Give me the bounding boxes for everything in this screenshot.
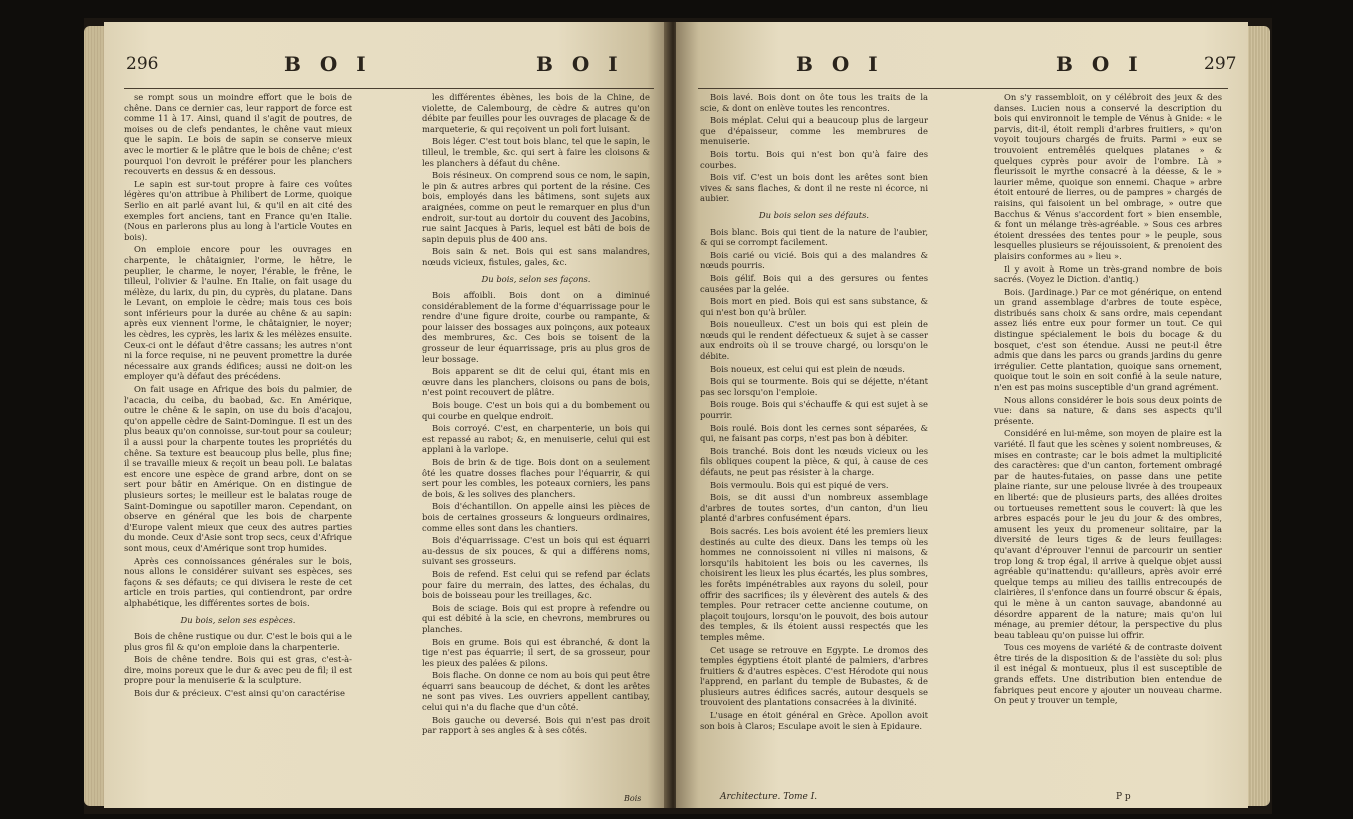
paragraph: les différentes ébènes, les bois de la Chine, de violette, de Calembourg, de cèdre & autres qu'on débite par feuilles pour les ouvrages de placage & de marqueterie, & qui reçoivent un poli fort luisant. bbox=[422, 92, 650, 134]
paragraph: Bois flache. On donne ce nom au bois qui peut être équarri sans beaucoup de déchet, & dont les arêtes ne sont pas vives. Les ouvriers appellent cantibay, celui qui n'a du flache que d'un côté. bbox=[422, 670, 650, 713]
paragraph: Bois tranché. Bois dont les nœuds vicieux ou les fils obliques coupent la pièce, & qui, à cause de ces défauts, ne peut pas résister à la charge. bbox=[700, 445, 928, 477]
paragraph: Bois léger. C'est tout bois blanc, tel que le sapin, le tilleul, le tremble, &c. qui sert à faire les cloisons & les planchers à défaut du chêne. bbox=[422, 136, 650, 168]
paragraph: Bois méplat. Celui qui a beaucoup plus de largeur que d'épaisseur, comme les membrures de menuiserie. bbox=[700, 115, 928, 147]
running-head: B O I bbox=[1056, 52, 1144, 76]
paragraph: Bois blanc. Bois qui tient de la nature de l'aubier, & qui se corrompt facilement. bbox=[700, 226, 928, 248]
running-head: B O I bbox=[284, 52, 372, 76]
paragraph: Bois vif. C'est un bois dont les arêtes sont bien vives & sans flaches, & dont il ne reste ni écorce, ni aubier. bbox=[700, 172, 928, 204]
catchword: Bois bbox=[624, 794, 642, 803]
paragraph: Bois qui se tourmente. Bois qui se déjette, n'étant pas sec lorsqu'on l'emploie. bbox=[700, 376, 928, 397]
paragraph: Bois noueux, est celui qui est plein de nœuds. bbox=[710, 363, 905, 374]
right-page bbox=[676, 22, 1248, 808]
paragraph: Bois affoibli. Bois dont on a diminué considérablement de la forme d'équarrissage pour le rendre d'une figure droite, courbe ou rampante, & pour laisser des bossages aux poinçons, aux poteaux des membrures, &c. Ces bois se toisent de la grosseur de leur équarrissage, pris au plus gros de leur bossage. bbox=[422, 290, 650, 364]
paragraph: Bois en grume. Bois qui est ébranché, & dont la tige n'est pas équarrie; il sert, de sa grosseur, pour les pieux des palées & pilons. bbox=[422, 636, 650, 668]
section-heading: Du bois, selon ses espèces. bbox=[180, 614, 296, 625]
paragraph: Bois résineux. On comprend sous ce nom, le sapin, le pin & autres arbres qui portent de la résine. Ces bois, employés dans les bâtimens, sont sujets aux araignées, comme on peut le remarquer en plus d'un endroit, sur-tout au dortoir du couvent des Jacobins, rue saint Jacques à Paris, lequel est bâti de bois de sapin depuis plus de 400 ans. bbox=[422, 170, 650, 244]
header-rule bbox=[124, 88, 654, 89]
paragraph: Bois lavé. Bois dont on ôte tous les traits de la scie, & dont on enlève toutes les rencontres. bbox=[700, 92, 928, 113]
paragraph: On emploie encore pour les ouvrages en charpente, le châtaignier, l'orme, le hêtre, le peuplier, le charme, le noyer, l'érable, le frêne, le tilleul, l'olivier & l'aulne. En Italie, on fait usage du mélèze, du larix, du pin, du cyprès, du platane. Dans le Levant, on emploie le cèdre; mais tous ces bois sont inférieurs pour la durée au chêne & au sapin: après eux viennent l'orme, le châtaignier, le noyer; les cèdres, les cyprès, les larix & les mélèzes ensuite. Ceux-ci ont le défaut d'être cassans; les autres n'ont ni la force requise, ni ne peuvent promettre la durée nécessaire aux grands édifices; aussi ne doit-on les employer qu'à défaut des précédens. bbox=[124, 244, 352, 382]
footer-title: Architecture. Tome I. bbox=[720, 792, 818, 802]
paragraph: Bois vermoulu. Bois qui est piqué de vers. bbox=[710, 479, 889, 490]
paragraph: Bois gélif. Bois qui a des gersures ou fentes causées par la gelée. bbox=[700, 272, 928, 294]
left-page bbox=[104, 22, 670, 808]
paragraph: Cet usage se retrouve en Egypte. Le dromos des temples égyptiens étoit planté de palmiers, d'arbres fruitiers & d'autres espèces. C'est Hérodote qui nous l'apprend, en parlant du temple de Bubastes, & de plusieurs autres édifices sacrés, autour desquels se trouvoient des plantations consacrées à la divinité. bbox=[700, 644, 928, 708]
paragraph: Le sapin est sur-tout propre à faire ces voûtes légères qu'on attribue à Philibert de Lorme, quoique Serlio en ait parlé avant lui, & qu'il en ait cité des exemples fort anciens, tant en France qu'en Italie. (Nous en parlerons plus au long à l'article Voutes en bois). bbox=[124, 178, 352, 242]
paragraph: Bois corroyé. C'est, en charpenterie, un bois qui est repassé au rabot; &, en menuiserie, celui qui est applani à la varlope. bbox=[422, 423, 650, 455]
paragraph: Bois sain & net. Bois qui est sans malandres, nœuds vicieux, fistules, gales, &c. bbox=[422, 246, 650, 267]
left-header bbox=[104, 52, 670, 78]
paragraph: Après ces connoissances générales sur le bois, nous allons le considérer suivant ses espèces, ses façons & ses défauts; ce qui divisera le reste de cet article en trois parties, qui contiendront, par ordre alphabétique, les différentes sortes de bois. bbox=[124, 555, 352, 608]
paragraph: Bois carié ou vicié. Bois qui a des malandres & nœuds pourris. bbox=[700, 249, 928, 271]
section-heading: Du bois, selon ses façons. bbox=[481, 273, 591, 284]
paragraph: Bois de chêne tendre. Bois qui est gras, c'est-à-dire, moins poreux que le dur & avec peu de fil; il est propre pour la menuiserie & la sculpture. bbox=[124, 654, 352, 686]
paragraph: Bois tortu. Bois qui n'est bon qu'à faire des courbes. bbox=[700, 148, 928, 170]
right-header bbox=[676, 52, 1248, 78]
paragraph: Bois mort en pied. Bois qui est sans substance, & qui n'est bon qu'à brûler. bbox=[700, 296, 928, 317]
paragraph: Bois d'échantillon. On appelle ainsi les pièces de bois de certaines grosseurs & longueurs ordinaires, comme elles sont dans les chantiers. bbox=[422, 501, 650, 533]
paragraph: Bois de chêne rustique ou dur. C'est le bois qui a le plus gros fil & qu'on emploie dans la charpenterie. bbox=[124, 631, 352, 652]
paragraph: se rompt sous un moindre effort que le bois de chêne. Dans ce dernier cas, leur rapport de force est comme 11 à 17. Ainsi, quand il s'agit de poutres, de moises ou de clefs pendantes, le chêne vaut mieux que le sapin. Le bois de sapin se conserve mieux avec le mortier & le plâtre que le bois de chêne; c'est pourquoi l'on devroit le préférer pour les planchers recouverts en dessus & en dessous. bbox=[124, 92, 352, 177]
column-2 bbox=[994, 92, 1222, 708]
paragraph: Bois sacrés. Les bois avoient été les premiers lieux destinés au culte des dieux. Dans les temps où les hommes ne connoissoient ni villes ni maisons, & lorsqu'ils habitoient les bois ou les cavernes, ils choisirent les lieux les plus écartés, les plus sombres, les forêts impénétrables aux rayons du soleil, pour offrir des sacrifices; ils y élevèrent des autels & des temples. Pour retracer cette ancienne coutume, on plaçoit toujours, lorsqu'on le pouvoit, des bois autour des temples, & ils étoient aussi respectés que les temples même. bbox=[700, 525, 928, 642]
paragraph: Bois gauche ou deversé. Bois qui n'est pas droit par rapport à ses angles & à ses côtés. bbox=[422, 714, 650, 736]
paragraph: Bois de refend. Est celui qui se refend par éclats pour faire du merrain, des lattes, des échalas, du bois de boisseau pour les treillages, &c. bbox=[422, 568, 650, 601]
paragraph: Bois de brin & de tige. Bois dont on a seulement ôté les quatre dosses flaches pour l'équarrir, & qui sert pour les combles, les poteaux corniers, les pans de bois, & les solives des planchers. bbox=[422, 457, 650, 499]
column-2 bbox=[422, 92, 650, 738]
page-number: 297 bbox=[1204, 54, 1237, 74]
column-1 bbox=[700, 92, 928, 733]
paragraph: Bois roulé. Bois dont les cernes sont séparées, & qui, ne faisant pas corps, n'est pas bon à débiter. bbox=[700, 422, 928, 444]
running-head: B O I bbox=[536, 52, 624, 76]
paragraph: On s'y rassembloit, on y célébroit des jeux & des danses. Lucien nous a conservé la description du bois qui environnoit le temple de Vénus à Gnide: « le parvis, dit-il, étoit rempli d'arbres fruitiers, » qu'on voyoit toujours chargés de fruits. Parmi » eux se trouvoient entremêlés quelques platanes » & quelques cyprès pour avoir de l'ombre. Là » fleurissoit le myrthe consacré à la déesse, & le » laurier même, quoique son ennemi. Chaque » arbre étoit entouré de lierres, ou de pampres » chargés de raisins, qui faisoient un bel ombrage, » outre que Bacchus & Vénus s'accordent fort » bien ensemble, & font un mélange très-agréable. » Sous ces arbres étoient dressées des tentes pour » le peuple, sous lesquelles plusieurs se réjouissoient, & prenoient des plaisirs conformes au » lieu ». bbox=[994, 92, 1222, 261]
section-heading: Du bois selon ses défauts. bbox=[758, 209, 870, 220]
page-number: 296 bbox=[126, 54, 159, 74]
paragraph: On fait usage en Afrique des bois du palmier, de l'acacia, du ceiba, du baobad, &c. En Amérique, outre le chêne & le sapin, on use du bois d'acajou, qu'on appelle cèdre de Saint-Domingue. Il est un des plus beaux qu'on connoisse, sur-tout pour sa couleur; il a aussi pour la charpente toutes les propriétés du chêne. Sa texture est beaucoup plus belle, plus fine; il se travaille mieux & reçoit un beau poli. Le balatas est encore une espèce de grand arbre, dont on se sert pour bâtir en Amérique. On en distingue de plusieurs sortes; le meilleur est le balatas rouge de Saint-Domingue ou sapotiller maron. Cependant, on observe en général que les bois de charpente d'Europe valent mieux que ceux des autres parties du monde. Ceux d'Asie sont trop secs, ceux d'Afrique sont mous, ceux d'Amérique sont trop humides. bbox=[124, 384, 352, 553]
page-edges-right bbox=[1248, 26, 1270, 806]
paragraph: Bois de sciage. Bois qui est propre à refendre ou qui est débité à la scie, en chevrons, membrures ou planches. bbox=[422, 602, 650, 634]
paragraph: Il y avoit à Rome un très-grand nombre de bois sacrés. (Voyez le Diction. d'antiq.) bbox=[994, 263, 1222, 285]
paragraph: Bois apparent se dit de celui qui, étant mis en œuvre dans les planchers, cloisons ou pans de bois, n'est point recouvert de plâtre. bbox=[422, 366, 650, 398]
column-1 bbox=[124, 92, 352, 701]
paragraph: L'usage en étoit général en Grèce. Apollon avoit son bois à Claros; Esculape avoit le sien à Epidaure. bbox=[700, 710, 928, 731]
paragraph: Bois noueulleux. C'est un bois qui est plein de nœuds qui le rendent défectueux & sujet à se casser aux endroits où il se trouve chargé, ou lorsqu'on le débite. bbox=[700, 319, 928, 362]
paragraph: Bois d'équarrissage. C'est un bois qui est équarri au-dessus de six pouces, & qui a différens noms, suivant ses grosseurs. bbox=[422, 535, 650, 567]
page-edges-left bbox=[84, 26, 104, 806]
header-rule bbox=[698, 88, 1228, 89]
paragraph: Tous ces moyens de variété & de contraste doivent être tirés de la disposition & de l'assiète du sol: plus il est inégal & montueux, plus il est susceptible de grands effets. Une distribution bien entendue de fabriques peut encore y ajouter un nouveau charme. On peut y trouver un temple, bbox=[994, 642, 1222, 706]
signature-mark: P p bbox=[1116, 792, 1131, 802]
paragraph: Nous allons considérer le bois sous deux points de vue: dans sa nature, & dans ses aspects qu'il présente. bbox=[994, 394, 1222, 426]
paragraph: Bois, se dit aussi d'un nombreux assemblage d'arbres de toutes sortes, d'un canton, d'un lieu planté d'arbres confusément épars. bbox=[700, 492, 928, 524]
paragraph: Considéré en lui-même, son moyen de plaire est la variété. Il faut que les scènes y soient nombreuses, & mises en contraste; car le bois admet la multiplicité des caractères: que d'un canton, fortement ombragé par de hautes-futaies, on passe dans une petite plaine riante, sur une pelouse livrée à des troupeaux en liberté: que de plusieurs parts, des allées droites ou tortueuses remettent sous le couvert: là que les arbres espacés pour le jeu du jour & des ombres, amusent les yeux du promeneur solitaire, par la diversité de leurs tiges & de leurs feuillages: qu'avant d'éprouver l'ennui de parcourir un sentier trop long & trop égal, il arrive à quelque objet aussi agréable qu'inattendu: qu'ailleurs, après avoir erré quelque temps au milieu des taillis entrecoupés de clairières, il s'enfonce dans un fourré obscur & épais, qui le mène à un canton sauvage, abandonné au désordre apparent de la nature; mais qu'on lui ménage, au premier détour, la perspective du plus beau tableau qu'on puisse lui offrir. bbox=[994, 428, 1222, 640]
paragraph: Bois bouge. C'est un bois qui a du bombement ou qui courbe en quelque endroit. bbox=[422, 400, 650, 421]
paragraph: Bois dur & précieux. C'est ainsi qu'on caractérise bbox=[134, 688, 345, 699]
running-head: B O I bbox=[796, 52, 884, 76]
paragraph: Bois. (Jardinage.) Par ce mot générique, on entend un grand assemblage d'arbres de toute espèce, distribués sans choix & sans ordre, mais cependant assez liés entre eux pour former un tout. Ce qui distingue spécialement le bois du bocage & du bosquet, c'est son étendue. Aussi ne peut-il être admis que dans les parcs ou grands jardins du genre irrégulier. Cette plantation, quoique sans ornement, quoique tout le soin en soit confié à la seule nature, n'en est pas moins susceptible d'un grand agrément. bbox=[994, 286, 1222, 393]
paragraph: Bois rouge. Bois qui s'échauffe & qui est sujet à se pourrir. bbox=[700, 399, 928, 421]
